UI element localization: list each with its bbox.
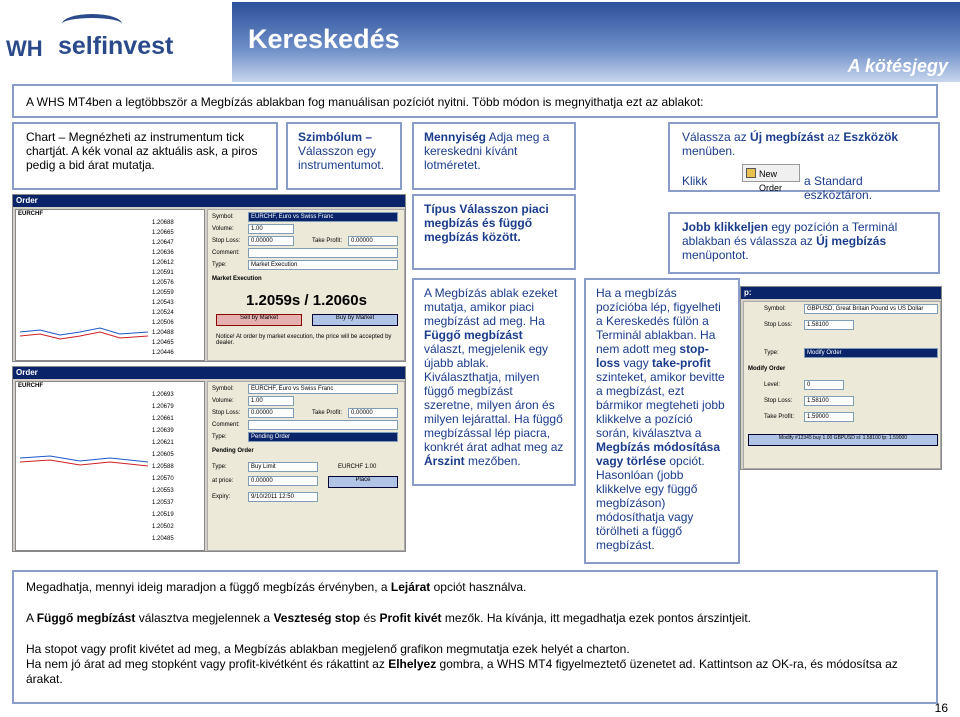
quantity-box — [412, 122, 576, 190]
price-axis — [152, 220, 204, 360]
comment-field[interactable] — [248, 420, 398, 430]
price-tick: 1.20506 — [152, 320, 174, 326]
bottom-line-3: Ha stopot vagy profit kivétet ad meg, a Megbízás ablakban megjelenő grafikon megmutatja ezek helyét a charton. — [26, 642, 630, 656]
mid-p3: Kiválaszthatja, milyen függő megbízást szeretne, milyen áron és milyen lejárattal. — [424, 370, 555, 426]
sl-label: Stop Loss: — [764, 322, 793, 328]
price-tick: 1.20553 — [152, 488, 174, 494]
volume-label: Volume: — [212, 398, 234, 404]
chart-symbol: EURCHF — [18, 211, 43, 217]
price-tick: 1.20612 — [152, 260, 174, 266]
b2e: és — [360, 611, 380, 625]
klikk-label: Klikk — [682, 174, 708, 188]
page-subtitle: A kötésjegy — [847, 56, 948, 76]
price-tick: 1.20636 — [152, 250, 174, 256]
sl2-field[interactable]: 1.58100 — [804, 396, 854, 406]
symbol-desc: Válasszon egy instrumentumot. — [298, 144, 385, 172]
mid-p2c: választ, megjelenik egy újabb ablak. — [424, 342, 549, 370]
level-label: Level: — [764, 382, 781, 388]
price-tick: 1.20621 — [152, 440, 174, 446]
col4-p1: Ha a megbízás pozícióba lép, figyelheti a Kereskedés fülön a Terminál ablakban. Ha nem adott meg — [596, 286, 721, 356]
mid-p1: A Megbízás ablak ezeket mutatja, amikor piaci megbízást ad meg. — [424, 286, 558, 328]
menu-text-d: Eszközök — [843, 130, 899, 144]
position-box — [584, 278, 740, 564]
quote-display: 1.2059s / 1.2060s — [246, 292, 367, 309]
tp2-field[interactable]: 1.59000 — [804, 412, 854, 422]
col4-b1: stop-loss — [596, 342, 709, 370]
type-label: Type: — [764, 350, 779, 356]
bottom-line-2 — [26, 611, 924, 626]
volume-label: Volume: — [212, 226, 234, 232]
tick-chart-lines — [20, 392, 148, 548]
price-tick: 1.20519 — [152, 512, 174, 518]
level-field[interactable]: 0 — [804, 380, 844, 390]
section-title: Pending Order — [212, 448, 254, 454]
tp-field[interactable]: 0.00000 — [348, 408, 398, 418]
pending-type-label: Type: — [212, 464, 227, 470]
type-title: Típus — [424, 202, 456, 216]
menu-text-e: menüben. — [682, 144, 736, 158]
symbol-select[interactable]: EURCHF, Euro vs Swiss Franc — [248, 384, 398, 394]
pending-code: EURCHF 1.00 — [338, 464, 377, 470]
price-tick: 1.20570 — [152, 476, 174, 482]
mid-p4c: mezőben. — [464, 454, 521, 468]
price-tick: 1.20465 — [152, 340, 174, 346]
tp-label: Take Profit: — [312, 238, 343, 244]
type-select[interactable]: Modify Order — [804, 348, 938, 358]
intro-text: A WHS MT4ben a legtöbbször a Megbízás ablakban fog manuálisan pozíciót nyitni. Több módon is megnyithatja ezt az ablakot: — [26, 95, 704, 109]
price-tick: 1.20639 — [152, 428, 174, 434]
price-tick: 1.20591 — [152, 270, 174, 276]
price-tick: 1.20576 — [152, 280, 174, 286]
comment-field[interactable] — [248, 248, 398, 258]
comment-label: Comment: — [212, 250, 240, 256]
expiry-field[interactable]: 9/10/2011 12:50 — [248, 492, 318, 502]
price-tick: 1.20679 — [152, 404, 174, 410]
std-toolbar-text: a Standard eszköztáron. — [804, 174, 873, 202]
company-logo — [6, 14, 176, 61]
order-form — [207, 381, 405, 551]
sl-label: Stop Loss: — [212, 410, 241, 416]
type-select[interactable]: Market Execution — [248, 260, 398, 270]
at-price-field[interactable]: 0.00000 — [248, 476, 318, 486]
notice-text: Notice! At order by market execution, the price will be accepted by dealer. — [216, 334, 392, 346]
price-axis — [152, 392, 204, 548]
menu-text-b: Új megbízást — [750, 130, 825, 144]
price-tick: 1.20488 — [152, 330, 174, 336]
logo-name: selfinvest — [58, 32, 174, 60]
b2d: Veszteség stop — [273, 611, 361, 625]
symbol-box — [286, 122, 402, 190]
comment-label: Comment: — [212, 422, 240, 428]
window-title: p: — [741, 287, 941, 299]
b4b: Elhelyez — [388, 657, 437, 671]
window-title: Order — [13, 195, 405, 207]
price-tick: 1.20502 — [152, 524, 174, 530]
tp2-label: Take Profit: — [764, 414, 795, 420]
col4-p2: vagy — [620, 356, 653, 370]
page-header — [232, 2, 960, 82]
sl-field[interactable]: 0.00000 — [248, 236, 294, 246]
symbol-label: Symbol: — [212, 214, 234, 220]
order-form — [207, 209, 405, 361]
bottom-box — [12, 570, 938, 704]
price-tick: 1.20688 — [152, 220, 174, 226]
tick-chart-lines — [20, 220, 148, 360]
col4-b2: take-profit — [652, 356, 711, 370]
logo-swoosh — [62, 14, 122, 34]
volume-field[interactable]: 1.00 — [248, 224, 294, 234]
quantity-desc: Adja meg a kereskedni kívánt lotméretet. — [424, 130, 550, 172]
menu-text-c: az — [824, 130, 844, 144]
chart-desc: Chart – Megnézheti az instrumentum tick chartját. A kék vonal az aktuális ask, a piros pedig a bid árat mutatja. — [26, 130, 258, 172]
b2g: mezők. Ha kívánja, itt megadhatja ezek pontos árszintjeit. — [441, 611, 751, 625]
expiry-label: Expiry: — [212, 494, 231, 500]
col4-b3: Megbízás módosítása vagy törlése — [596, 440, 721, 468]
price-tick: 1.20537 — [152, 500, 174, 506]
symbol-select[interactable]: GBPUSD, Great Britain Pound vs US Dollar — [804, 304, 938, 314]
place-button[interactable]: Place — [328, 476, 398, 488]
page-number: 16 — [934, 701, 948, 715]
modify-form — [743, 301, 941, 469]
order-window-box — [412, 278, 576, 486]
b2a: A — [26, 611, 37, 625]
type-select[interactable]: Pending Order — [248, 432, 398, 442]
chart-symbol: EURCHF — [18, 383, 43, 389]
bottom-line-1 — [26, 580, 924, 595]
type-desc: Válasszon piaci megbízás és függő megbízás között. — [424, 202, 549, 244]
price-tick: 1.20543 — [152, 300, 174, 306]
symbol-title: Szimbólum – — [298, 130, 373, 144]
at-price-label: at price: — [212, 478, 234, 484]
buy-button[interactable]: Buy by Market — [312, 314, 398, 326]
col4-p3: szinteket, amikor bevitte a megbízást, ezt bármikor megteheti jobb klikkelve a pozíció során, kiválasztva a — [596, 370, 725, 440]
price-tick: 1.20485 — [152, 536, 174, 542]
section-title: Modify Order — [748, 366, 786, 372]
right-b: egy pozíción a Terminál ablakban és válassza az — [682, 220, 898, 248]
price-tick: 1.20524 — [152, 310, 174, 316]
modify-order-window — [740, 286, 942, 470]
right-click-box — [668, 212, 940, 274]
price-tick: 1.20665 — [152, 230, 174, 236]
type-label: Type: — [212, 262, 227, 268]
order-window-market — [12, 194, 406, 362]
price-tick: 1.20446 — [152, 350, 174, 356]
new-order-label: New Order — [759, 169, 783, 193]
order-window-pending — [12, 366, 406, 552]
b4a: Ha nem jó árat ad meg stopként vagy profit-kivétként és rákattint az — [26, 657, 389, 671]
mid-p4b: Árszint — [424, 454, 465, 468]
price-tick: 1.20661 — [152, 416, 174, 422]
sl-label: Stop Loss: — [212, 238, 241, 244]
menu-box — [668, 122, 940, 202]
tick-chart — [15, 381, 205, 551]
symbol-label: Symbol: — [764, 306, 786, 312]
b1b: Lejárat — [390, 580, 431, 594]
b4c: gombra, a WHS MT4 figyelmeztető üzenetet ad. Kattintson az OK-ra, és módosítsa az árakat. — [26, 657, 898, 686]
price-tick: 1.20605 — [152, 452, 174, 458]
window-title: Order — [13, 367, 405, 379]
modify-button[interactable]: Modify #12345 buy 1.00 GBPUSD sl: 1.58100 tp: 1.59000 — [748, 434, 938, 446]
new-order-icon — [746, 168, 756, 178]
price-tick: 1.20647 — [152, 240, 174, 246]
tp-field[interactable]: 0.00000 — [348, 236, 398, 246]
right-a: Jobb klikkeljen — [682, 220, 769, 234]
type-box — [412, 194, 576, 270]
mid-p2b: Függő megbízást — [424, 328, 523, 342]
bottom-line-4 — [26, 657, 924, 687]
sl-field[interactable]: 0.00000 — [248, 408, 294, 418]
logo-wh: WH — [6, 36, 43, 61]
b2b: Függő megbízást — [36, 611, 136, 625]
b2f: Profit kivét — [379, 611, 442, 625]
b1a: Megadhatja, mennyi ideig maradjon a függő megbízás érvényben, a — [26, 580, 391, 594]
volume-field[interactable]: 1.00 — [248, 396, 294, 406]
b2c: választva megjelennek a — [135, 611, 274, 625]
menu-text-a: Válassza az — [682, 130, 751, 144]
price-tick: 1.20693 — [152, 392, 174, 398]
mid-p4a: Ha függő megbízással lép piacra, konkrét árat adhat meg az — [424, 412, 564, 454]
sl-field[interactable]: 1.58100 — [804, 320, 854, 330]
new-order-button[interactable] — [742, 164, 800, 193]
price-tick: 1.20588 — [152, 464, 174, 470]
sl2-label: Stop Loss: — [764, 398, 793, 404]
right-d: menüpontot. — [682, 248, 749, 262]
type-label: Type: — [212, 434, 227, 440]
price-tick: 1.20559 — [152, 290, 174, 296]
quantity-title: Mennyiség — [424, 130, 487, 144]
mid-p2a: Ha — [529, 314, 545, 328]
symbol-label: Symbol: — [212, 386, 234, 392]
pending-type-select[interactable]: Buy Limit — [248, 462, 318, 472]
col4-p4: opciót. Hasonlóan (jobb klikkelve egy függő megbízáson) módosíthatja vagy törölheti a függő megbízást. — [596, 454, 705, 552]
sell-button[interactable]: Sell by Market — [216, 314, 302, 326]
symbol-select[interactable]: EURCHF, Euro vs Swiss Franc — [248, 212, 398, 222]
page-title: Kereskedés — [248, 24, 400, 54]
tick-chart — [15, 209, 205, 361]
section-title: Market Execution — [212, 276, 262, 282]
right-c: Új megbízás — [816, 234, 887, 248]
b1c: opciót használva. — [430, 580, 527, 594]
tp-label: Take Profit: — [312, 410, 343, 416]
chart-box — [12, 122, 278, 190]
intro-box — [12, 84, 938, 118]
